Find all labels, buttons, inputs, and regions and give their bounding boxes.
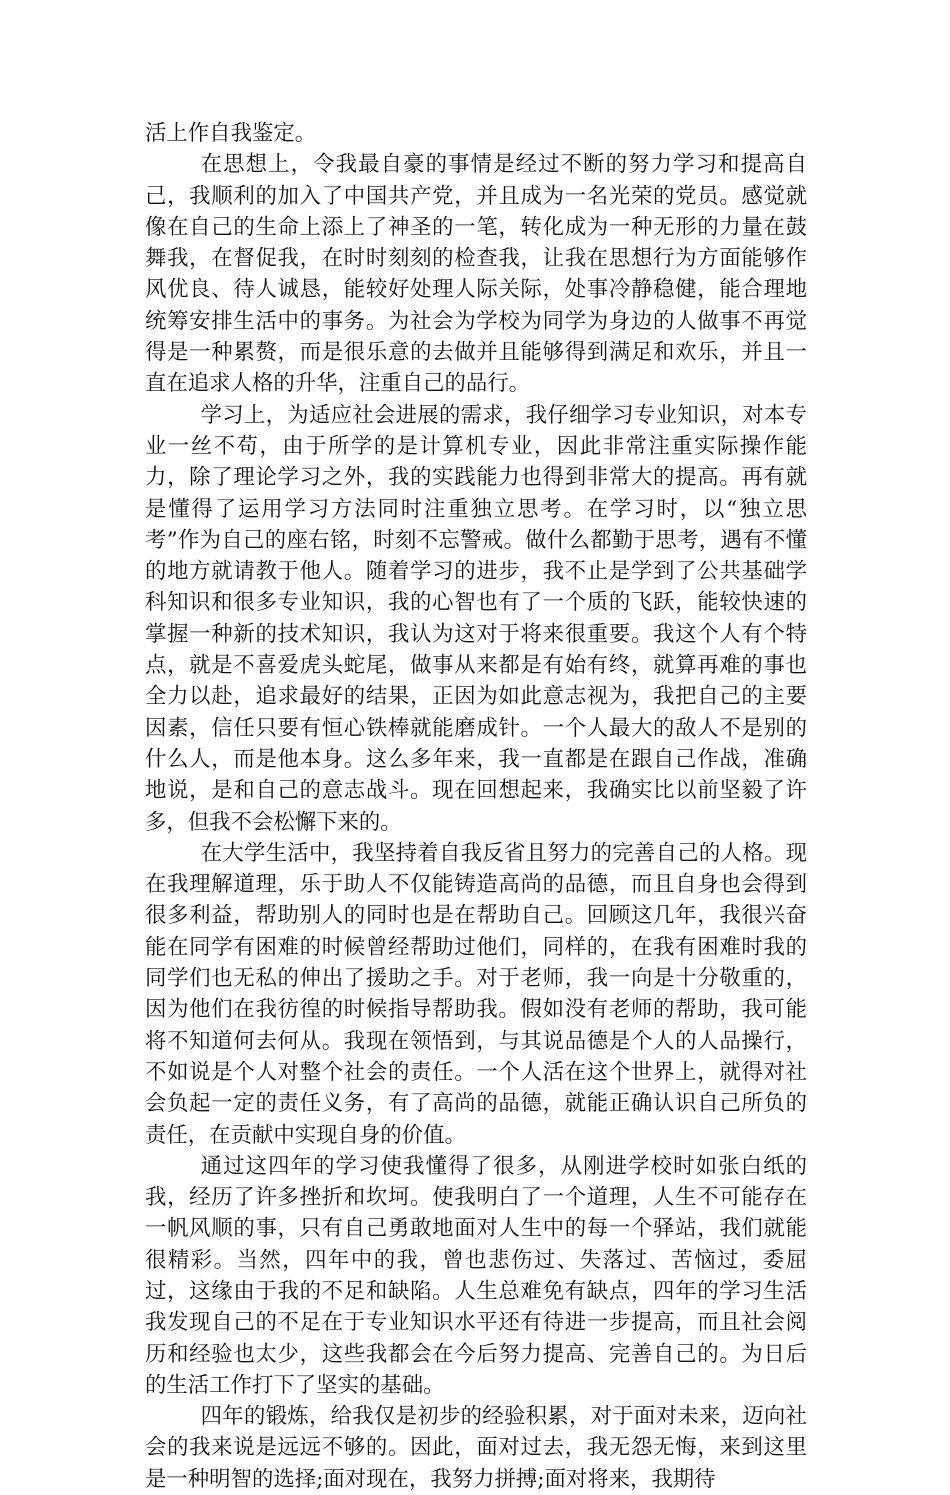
paragraph-continuation: 活上作自我鉴定。 [145, 121, 317, 146]
paragraph-study: 学习上，为适应社会进展的需求，我仔细学习专业知识，对本专业一丝不苟，由于所学的是计算机专业，因此非常注重实际操作能力，除了理论学习之外，我的实践能力也得到非常大的提高。再有就是懂得了运用学习方法同时注重独立思考。在学习时，以“独立思考”作为自己的座右铭，时刻不忘警戒。做什么都勤于思考，遇有不懂的地方就请教于他人。随着学习的进步，我不止是学到了公共基础学科知识和很多专业知识，我的心智也有了一个质的飞跃，能较快速的掌握一种新的技术知识，我认为这对于将来很重要。我这个人有个特点，就是不喜爱虎头蛇尾，做事从来都是有始有终，就算再难的事也全力以赴，追求最好的结果，正因为如此意志视为，我把自己的主要因素，信任只要有恒心铁棒就能磨成针。一个人最大的敌人不是别的什么人，而是他本身。这么多年来，我一直都是在跟自己作战，准确地说，是和自己的意志战斗。现在回想起来，我确实比以前坚毅了许多，但我不会松懈下来的。 [145, 402, 807, 835]
paragraph-four-years: 通过这四年的学习使我懂得了很多，从刚进学校时如张白纸的我，经历了许多挫折和坎坷。使我明白了一个道理，人生不可能存在一帆风顺的事，只有自己勇敢地面对人生中的每一个驿站，我们就能很精彩。当然，四年中的我，曾也悲伤过、失落过、苦恼过，委屈过，这缘由于我的不足和缺陷。人生总难免有缺点，四年的学习生活我发现自己的不足在于专业知识水平还有待进一步提高，而且社会阅历和经验也太少，这些我都会在今后努力提高、完善自己的。为日后的生活工作打下了坚实的基础。 [145, 1153, 807, 1398]
paragraph-ideology: 在思想上，令我最自豪的事情是经过不断的努力学习和提高自己，我顺利的加入了中国共产党，并且成为一名光荣的党员。感觉就像在自己的生命上添上了神圣的一笔，转化成为一种无形的力量在鼓舞我，在督促我，在时时刻刻的检查我，让我在思想行为方面能够作风优良、待人诚恳，能较好处理人际关际，处事冷静稳健，能合理地统筹安排生活中的事务。为社会为学校为同学为身边的人做事不再觉得是一种累赘，而是很乐意的去做并且能够得到满足和欢乐，并且一直在追求人格的升华，注重自己的品行。 [145, 152, 807, 397]
paragraph-college-life: 在大学生活中，我坚持着自我反省且努力的完善自己的人格。现在我理解道理，乐于助人不仅能铸造高尚的品德，而且自身也会得到很多利益，帮助别人的同时也是在帮助自己。回顾这几年，我很兴奋能在同学有困难的时候曾经帮助过他们，同样的，在我有困难时我的同学们也无私的伸出了援助之手。对于老师，我一向是十分敬重的，因为他们在我彷徨的时候指导帮助我。假如没有老师的帮助，我可能将不知道何去何从。我现在领悟到，与其说品德是个人的人品操行，不如说是个人对整个社会的责任。一个人活在这个世界上，就得对社会负起一定的责任义务，有了高尚的品德，就能正确认识自己所负的责任，在贡献中实现自身的价值。 [145, 840, 807, 1148]
document-page [145, 118, 807, 1495]
paragraph-future: 四年的锻炼，给我仅是初步的经验积累，对于面对未来，迈向社会的我来说是远远不够的。因此，面对过去，我无怨无悔，来到这里是一种明智的选择;面对现在，我努力拼搏;面对将来，我期待 [145, 1404, 807, 1492]
